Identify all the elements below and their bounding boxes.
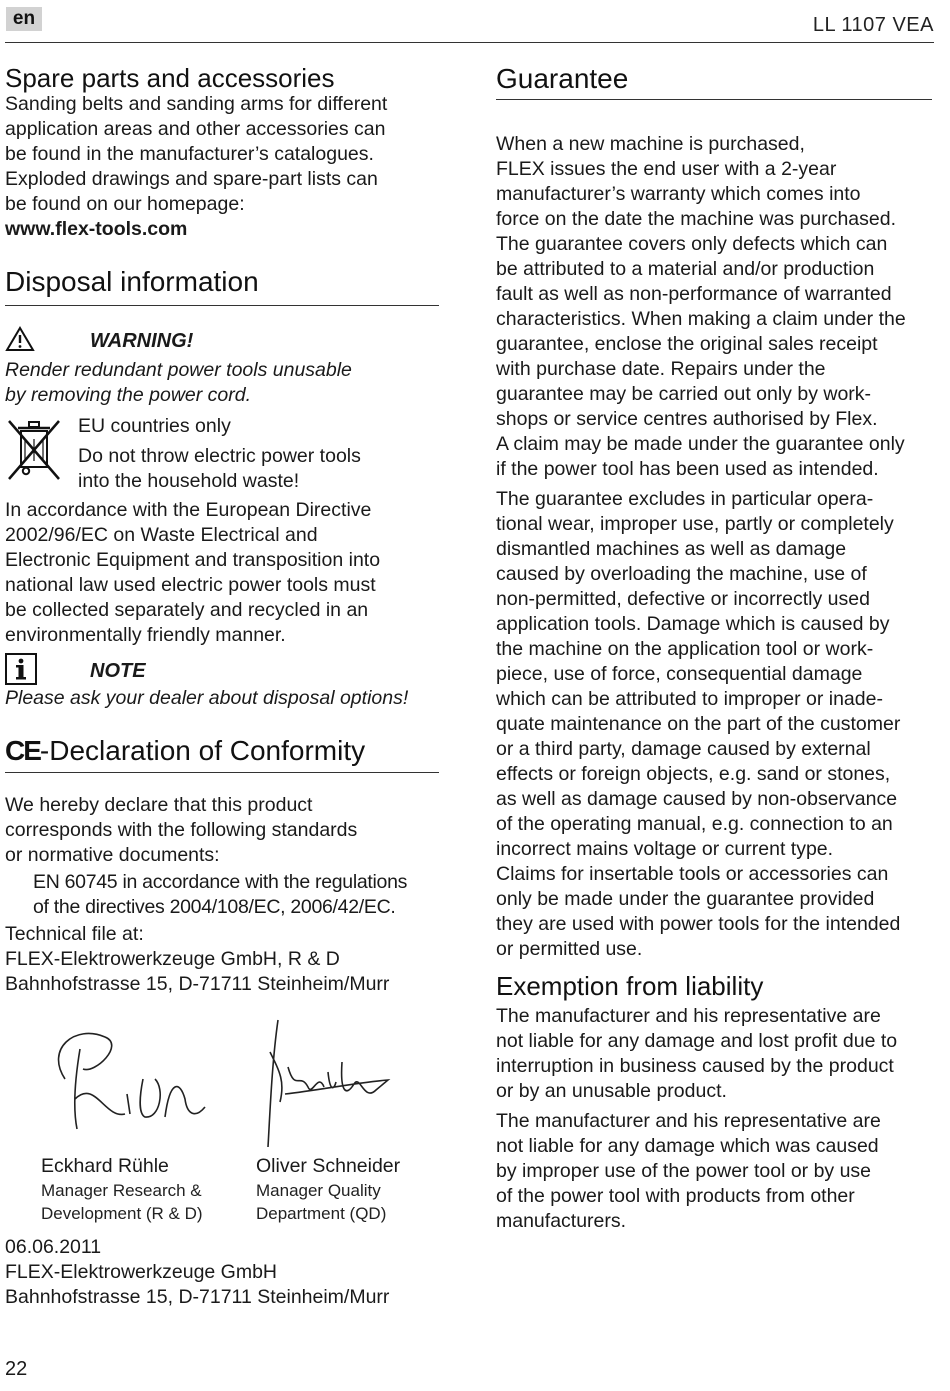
signer-role: Manager Research &	[41, 1181, 202, 1200]
disposal-section	[5, 265, 439, 711]
info-icon	[5, 653, 37, 690]
text-line: incorrect mains voltage or current type.	[496, 838, 834, 860]
text-line: be collected separately and recycled in an	[5, 599, 369, 621]
signer-name: Eckhard Rühle	[41, 1155, 169, 1177]
text-line: The manufacturer and his representative are	[496, 1005, 881, 1027]
text-line: of the power tool with products from other	[496, 1185, 855, 1207]
text-line: national law used electric power tools must	[5, 574, 376, 596]
text-line: fault as well as non-performance of warranted	[496, 283, 892, 305]
household-warning: into the household waste!	[78, 470, 300, 492]
signatures	[5, 997, 439, 1247]
note-label: NOTE	[90, 659, 146, 682]
household-warning: Do not throw electric power tools	[78, 445, 361, 467]
text-line: The guarantee covers only defects which can	[496, 233, 888, 255]
text-line: In accordance with the European Directive	[5, 499, 372, 521]
signer-role: Development (R & D)	[41, 1204, 203, 1223]
text-line: Bahnhofstrasse 15, D-71711 Steinheim/Murr	[5, 973, 390, 995]
eu-only-text: EU countries only	[78, 415, 231, 437]
text-line: manufacturers.	[496, 1210, 627, 1232]
text-line: of the operating manual, e.g. connection to an	[496, 813, 893, 835]
text-line: be found on our homepage:	[5, 193, 245, 215]
crossed-bin-icon	[5, 413, 75, 494]
signer-role: Manager Quality	[256, 1181, 381, 1200]
text-line: or normative documents:	[5, 844, 220, 866]
guarantee-paragraph-2	[496, 487, 932, 962]
text-line: or by an unusable product.	[496, 1080, 727, 1102]
weee-notice	[5, 413, 439, 494]
text-line: or a third party, damage caused by external	[496, 738, 871, 760]
signature-ruehle	[35, 1019, 215, 1139]
left-column	[5, 60, 439, 1310]
text-line: FLEX-Elektrowerkzeuge GmbH, R & D	[5, 948, 340, 970]
text-line: be attributed to a material and/or production	[496, 258, 875, 280]
text-line: Exploded drawings and spare-part lists can	[5, 168, 378, 190]
text-line: as well as damage caused by non-observance	[496, 788, 898, 810]
warning-text: by removing the power cord.	[5, 384, 252, 406]
declaration-date: 06.06.2011	[5, 1236, 102, 1258]
signature-schneider	[250, 1012, 400, 1152]
spare-parts-title: Spare parts and accessories	[5, 63, 335, 93]
signer-name: Oliver Schneider	[256, 1155, 401, 1177]
exemption-title: Exemption from liability	[496, 971, 764, 1001]
text-line: only be made under the guarantee provided	[496, 888, 875, 910]
text-line: characteristics. When making a claim under the	[496, 308, 906, 330]
guarantee-section	[496, 62, 932, 962]
right-column	[496, 60, 932, 1234]
text-line: dismantled machines as well as damage	[496, 538, 847, 560]
text-line: application tools. Damage which is caused by	[496, 613, 890, 635]
signer-schneider	[256, 1154, 400, 1225]
warning-triangle-icon	[5, 326, 35, 357]
text-line: environmentally friendly manner.	[5, 624, 286, 646]
company-name: FLEX-Elektrowerkzeuge GmbH	[5, 1261, 278, 1283]
text-line: We hereby declare that this product	[5, 794, 313, 816]
exemption-section	[496, 970, 932, 1234]
text-line: Claims for insertable tools or accessories can	[496, 863, 889, 885]
standard-line: EN 60745 in accordance with the regulations	[33, 871, 408, 893]
text-line: caused by overloading the machine, use of	[496, 563, 867, 585]
text-line: quate maintenance on the part of the customer	[496, 713, 901, 735]
note-text: Please ask your dealer about disposal options!	[5, 687, 409, 709]
conformity-title	[5, 734, 439, 768]
text-line: corresponds with the following standards	[5, 819, 358, 841]
signer-ruehle	[41, 1154, 203, 1225]
note-heading	[5, 656, 439, 686]
text-line: the machine on the application tool or work-	[496, 638, 874, 660]
disposal-title: Disposal information	[5, 266, 259, 297]
company-address: Bahnhofstrasse 15, D-71711 Steinheim/Murr	[5, 1286, 390, 1308]
text-line: Electronic Equipment and transposition into	[5, 549, 381, 571]
text-line: The guarantee excludes in particular opera-	[496, 488, 874, 510]
standard-line: of the directives 2004/108/EC, 2006/42/EC.	[33, 896, 396, 918]
text-line: not liable for any damage and lost profit due to	[496, 1030, 898, 1052]
text-line: application areas and other accessories can	[5, 118, 386, 140]
text-line: interruption in business caused by the product	[496, 1055, 894, 1077]
text-line: shops or service centres authorised by Flex.	[496, 408, 878, 430]
text-line: A claim may be made under the guarantee only	[496, 433, 905, 455]
text-line: if the power tool has been used as intended.	[496, 458, 879, 480]
text-line: guarantee, enclose the original sales receipt	[496, 333, 878, 355]
guarantee-title: Guarantee	[496, 63, 629, 94]
warning-label: WARNING!	[90, 329, 194, 352]
text-line: which can be attributed to improper or inade-	[496, 688, 883, 710]
warning-heading	[5, 326, 439, 356]
text-line: Technical file at:	[5, 923, 144, 945]
text-line: force on the date the machine was purchased.	[496, 208, 896, 230]
section-divider	[5, 772, 439, 773]
model-number: LL 1107 VEA	[812, 14, 934, 36]
page-number: 22	[5, 1358, 28, 1380]
warning-text: Render redundant power tools unusable	[5, 359, 352, 381]
language-badge: en	[6, 7, 42, 31]
section-divider	[496, 99, 932, 100]
text-line: or permitted use.	[496, 938, 643, 960]
text-line: FLEX issues the end user with a 2-year	[496, 158, 837, 180]
exemption-paragraph-1	[496, 1004, 932, 1104]
text-line: non-permitted, defective or incorrectly used	[496, 588, 870, 610]
conformity-section	[5, 734, 439, 1310]
text-line: Sanding belts and sanding arms for different	[5, 93, 388, 115]
directive-paragraph	[5, 498, 439, 648]
exemption-paragraph-2	[496, 1109, 932, 1234]
text-line: tional wear, improper use, partly or completely	[496, 513, 894, 535]
header-divider	[5, 42, 934, 43]
text-line: not liable for any damage which was caused	[496, 1135, 879, 1157]
text-line: When a new machine is purchased,	[496, 133, 805, 155]
spare-parts-section	[5, 62, 439, 242]
text-line: The manufacturer and his representative are	[496, 1110, 881, 1132]
ce-mark-icon: CE	[5, 735, 40, 766]
text-line: 2002/96/EC on Waste Electrical and	[5, 524, 318, 546]
signer-role: Department (QD)	[256, 1204, 387, 1223]
text-line: by improper use of the power tool or by use	[496, 1160, 872, 1182]
guarantee-paragraph-1	[496, 132, 932, 482]
website-url: www.flex-tools.com	[5, 218, 188, 240]
text-line: guarantee may be carried out only by work-	[496, 383, 872, 405]
section-divider	[5, 305, 439, 306]
conformity-title-text: -Declaration of Conformity	[39, 735, 366, 766]
text-line: with purchase date. Repairs under the	[496, 358, 826, 380]
text-line: be found in the manufacturer’s catalogues.	[5, 143, 374, 165]
text-line: manufacturer’s warranty which comes into	[496, 183, 861, 205]
text-line: they are used with power tools for the intended	[496, 913, 901, 935]
text-line: effects or foreign objects, e.g. sand or stones,	[496, 763, 891, 785]
text-line: piece, use of force, consequential damage	[496, 663, 863, 685]
